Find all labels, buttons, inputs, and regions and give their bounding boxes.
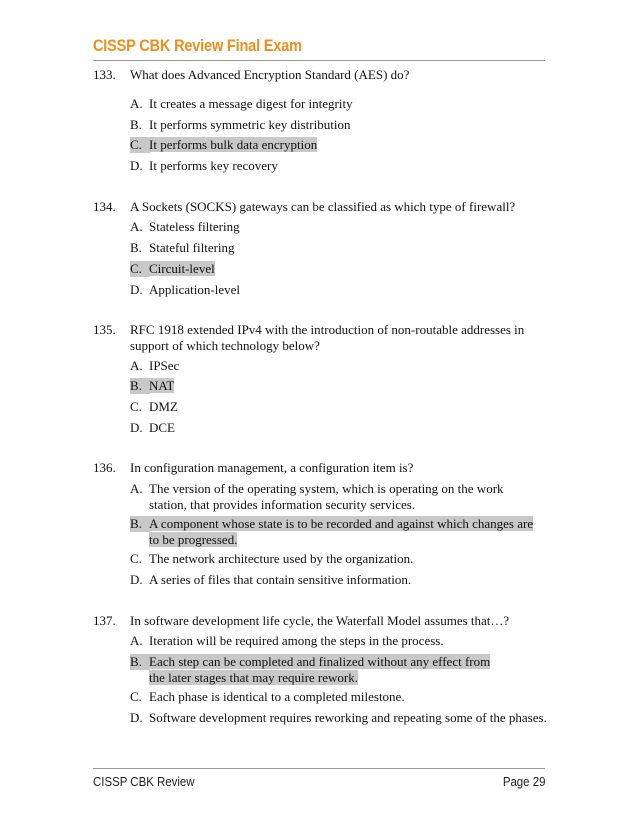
option-text-highlighted: It performs bulk data encryption xyxy=(149,137,318,152)
option-letter: C. xyxy=(130,551,142,566)
question-number: 134. xyxy=(93,199,116,214)
question-text: What does Advanced Encryption Standard (AES) do? xyxy=(130,67,410,82)
question-number: 136. xyxy=(93,460,116,475)
option-text: IPSec xyxy=(149,358,180,373)
option-letter: A. xyxy=(130,633,143,648)
option-letter: C. xyxy=(130,689,142,704)
option-letter: B. xyxy=(130,378,150,394)
option-letter: C. xyxy=(130,399,142,414)
option-text-highlighted: NAT xyxy=(149,378,175,393)
option-text: Software development requires reworking and repeating some of the phases. xyxy=(149,710,547,725)
option-text: DCE xyxy=(149,420,175,435)
option-letter: D. xyxy=(130,710,143,725)
option-text: Iteration will be required among the steps in the process. xyxy=(149,633,444,648)
page-title: CISSP CBK Review Final Exam xyxy=(93,37,302,55)
option-text-highlighted: A component whose state is to be recorded and against which changes are to be progressed. xyxy=(149,516,534,547)
option-letter: D. xyxy=(130,158,143,173)
option-text: It creates a message digest for integrity xyxy=(149,96,353,111)
question-text: RFC 1918 extended IPv4 with the introduction of non-routable addresses in support of which technology below? xyxy=(130,322,525,353)
option-text: Stateless filtering xyxy=(149,219,240,234)
option-text: The version of the operating system, which is operating on the work station, that provides information security services. xyxy=(149,481,504,512)
option-letter: B. xyxy=(130,240,142,255)
option-letter: C. xyxy=(130,261,150,277)
option-text: It performs key recovery xyxy=(149,158,278,173)
question-number: 133. xyxy=(93,67,116,82)
option-text: The network architecture used by the organization. xyxy=(149,551,414,566)
option-letter: B. xyxy=(130,516,150,532)
option-text: It performs symmetric key distribution xyxy=(149,117,351,132)
footer-divider xyxy=(93,768,545,769)
option-letter: C. xyxy=(130,137,150,153)
option-letter: D. xyxy=(130,420,143,435)
footer-document-title: CISSP CBK Review xyxy=(93,774,195,789)
option-text: Each phase is identical to a completed milestone. xyxy=(149,689,405,704)
option-letter: A. xyxy=(130,219,143,234)
question-number: 135. xyxy=(93,322,116,337)
option-letter: A. xyxy=(130,358,143,373)
page-number: Page 29 xyxy=(502,774,545,789)
question-number: 137. xyxy=(93,613,116,628)
option-text-highlighted: Circuit-level xyxy=(149,261,215,276)
header-divider xyxy=(93,60,545,61)
question-text: A Sockets (SOCKS) gateways can be classified as which type of firewall? xyxy=(130,199,516,214)
question-text: In software development life cycle, the Waterfall Model assumes that…? xyxy=(130,613,510,628)
option-letter: A. xyxy=(130,481,143,496)
option-letter: D. xyxy=(130,572,143,587)
option-letter: B. xyxy=(130,117,142,132)
option-text: DMZ xyxy=(149,399,178,414)
question-text: In configuration management, a configuration item is? xyxy=(130,460,414,475)
option-letter: D. xyxy=(130,282,143,297)
option-text: A series of files that contain sensitive information. xyxy=(149,572,412,587)
option-text: Stateful filtering xyxy=(149,240,235,255)
option-text-highlighted: Each step can be completed and finalized without any effect from the later stages that may require rework. xyxy=(149,654,491,685)
option-text: Application-level xyxy=(149,282,240,297)
option-letter: B. xyxy=(130,654,150,670)
option-letter: A. xyxy=(130,96,143,111)
